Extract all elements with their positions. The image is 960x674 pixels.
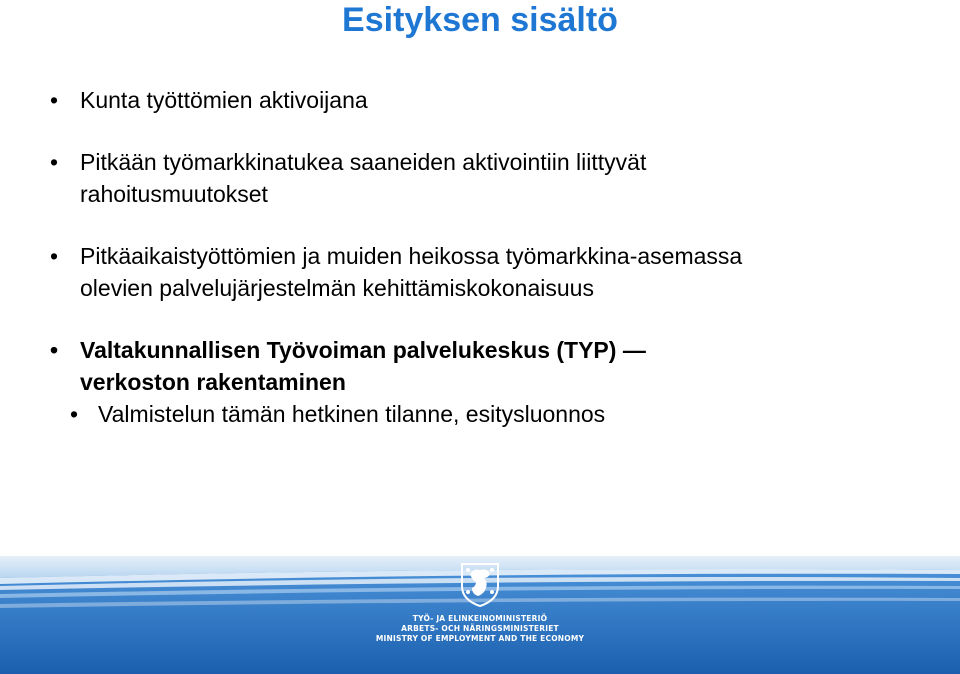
bullet-dot-icon: • [50, 87, 59, 113]
sub-bullet-item [20, 398, 930, 430]
slide-title: Esityksen sisältö [342, 1, 618, 39]
lion-coat-of-arms-icon [458, 560, 502, 608]
bullet-dot-icon: • [70, 401, 79, 427]
bullet-item [50, 146, 930, 210]
ministry-name-fi: TYÖ- JA ELINKEINOMINISTERIÖ [412, 614, 548, 623]
bullet-item [50, 84, 930, 116]
bullet-text-line: verkoston rakentaminen [80, 369, 346, 395]
bullet-dot-icon: • [50, 243, 59, 269]
bullet-text: Kunta työttömien aktivoijana [80, 87, 368, 113]
bullet-item [50, 240, 930, 304]
sub-bullet-text: Valmistelun tämän hetkinen tilanne, esitysluonnos [98, 401, 606, 427]
ministry-name-en: MINISTRY OF EMPLOYMENT AND THE ECONOMY [375, 634, 585, 643]
bullet-text-line: rahoitusmuutokset [80, 181, 268, 207]
bullet-text-line: olevien palvelujärjestelmän kehittämiskokonaisuus [80, 275, 594, 301]
bullet-item [50, 334, 930, 398]
ministry-name [340, 614, 620, 644]
bullet-text-line: Valtakunnallisen Työvoiman palvelukeskus (TYP) — [80, 337, 646, 363]
bullet-dot-icon: • [50, 149, 59, 175]
bullet-dot-icon: • [50, 337, 59, 363]
ministry-name-sv: ARBETS- OCH NÄRINGSMINISTERIET [401, 624, 559, 633]
bullet-text-line: Pitkäaikaistyöttömien ja muiden heikossa työmarkkina-asemassa [80, 243, 743, 269]
bullet-text-line: Pitkään työmarkkinatukea saaneiden aktivointiin liittyvät [80, 149, 647, 175]
bullet-list [50, 84, 930, 430]
